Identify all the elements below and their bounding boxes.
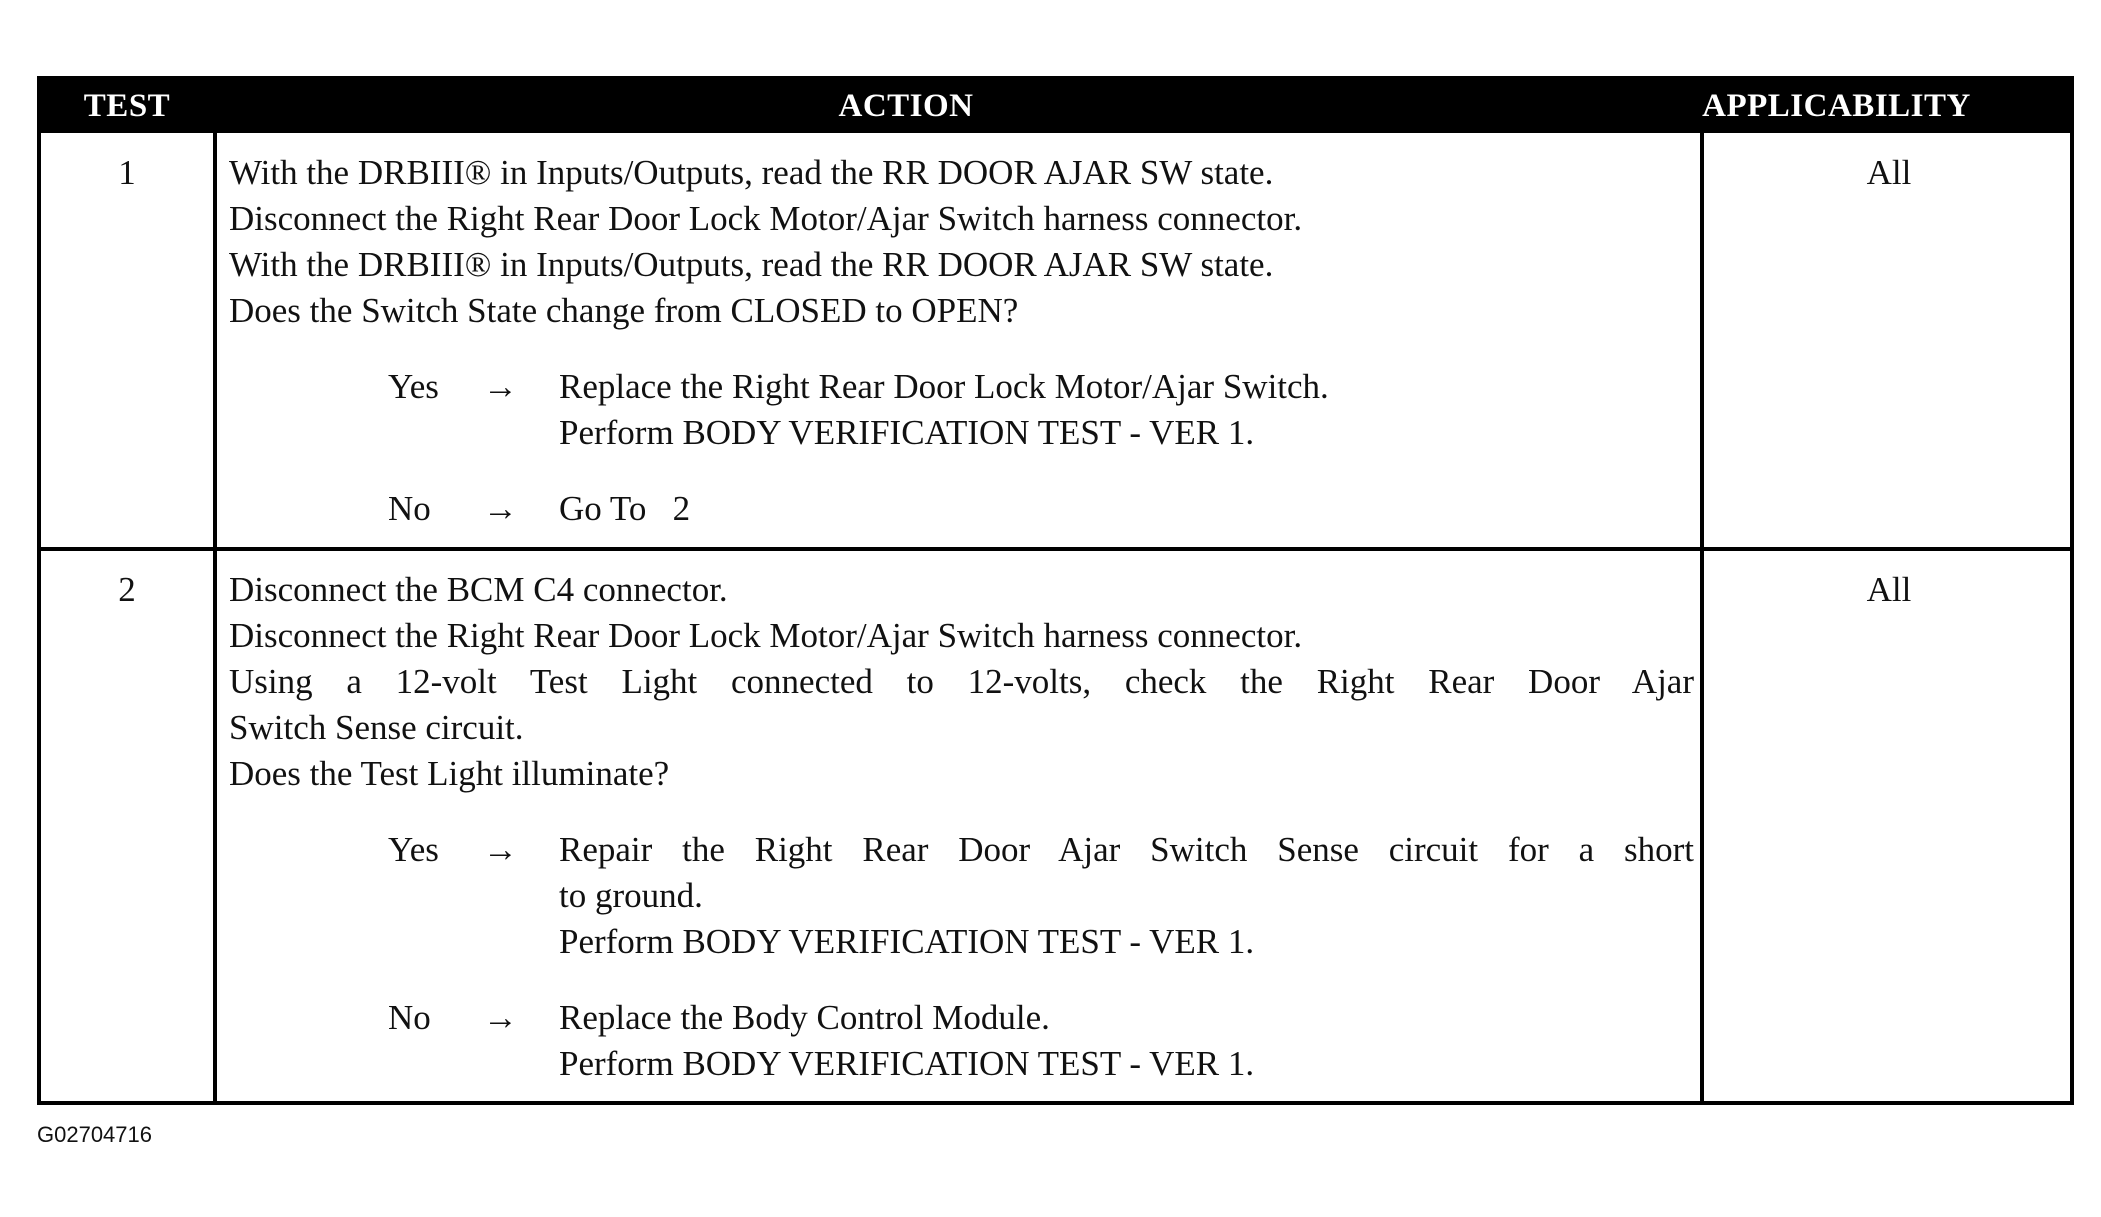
action-step: Disconnect the Right Rear Door Lock Motor/Ajar Switch harness connector. — [229, 616, 1303, 655]
yes-label: Yes — [388, 367, 439, 406]
no-result: Perform BODY VERIFICATION TEST - VER 1. — [559, 1044, 1255, 1083]
yes-result: Perform BODY VERIFICATION TEST - VER 1. — [559, 413, 1255, 452]
applicability-value: All — [1866, 570, 1912, 609]
table-header-row — [41, 80, 2070, 133]
figure-id: G02704716 — [37, 1122, 152, 1147]
arrow-icon: → — [483, 998, 518, 1037]
no-label: No — [388, 998, 431, 1037]
column-divider — [213, 133, 217, 1101]
arrow-icon: → — [483, 830, 518, 869]
test-number: 1 — [118, 153, 136, 192]
column-divider — [1700, 133, 1704, 1101]
action-question: Does the Switch State change from CLOSED to OPEN? — [229, 291, 1019, 330]
arrow-icon: → — [483, 489, 518, 528]
header-applicability: APPLICABILITY — [1702, 88, 1971, 124]
action-step: Using a 12-volt Test Light connected to 12-volts, check the Right Rear Door Ajar — [229, 662, 1694, 701]
no-label: No — [388, 489, 431, 528]
header-test: TEST — [83, 88, 171, 124]
yes-result: Perform BODY VERIFICATION TEST - VER 1. — [559, 922, 1255, 961]
yes-result: Replace the Right Rear Door Lock Motor/Ajar Switch. — [559, 367, 1329, 406]
yes-label: Yes — [388, 830, 439, 869]
no-result: Go To 2 — [559, 489, 691, 528]
applicability-value: All — [1866, 153, 1912, 192]
arrow-icon: → — [483, 367, 518, 406]
action-step: With the DRBIII® in Inputs/Outputs, read the RR DOOR AJAR SW state. — [229, 245, 1274, 284]
diagnostic-test-table — [37, 76, 2074, 1105]
no-result: Replace the Body Control Module. — [559, 998, 1050, 1037]
yes-result: Repair the Right Rear Door Ajar Switch Sense circuit for a short — [559, 830, 1694, 869]
test-number: 2 — [118, 570, 136, 609]
action-step: Disconnect the Right Rear Door Lock Motor/Ajar Switch harness connector. — [229, 199, 1303, 238]
action-step: With the DRBIII® in Inputs/Outputs, read the RR DOOR AJAR SW state. — [229, 153, 1274, 192]
action-step: Disconnect the BCM C4 connector. — [229, 570, 728, 609]
yes-result: to ground. — [559, 876, 703, 915]
action-step: Switch Sense circuit. — [229, 708, 524, 747]
row-divider — [41, 547, 2070, 551]
action-question: Does the Test Light illuminate? — [229, 754, 670, 793]
header-action: ACTION — [838, 88, 974, 124]
